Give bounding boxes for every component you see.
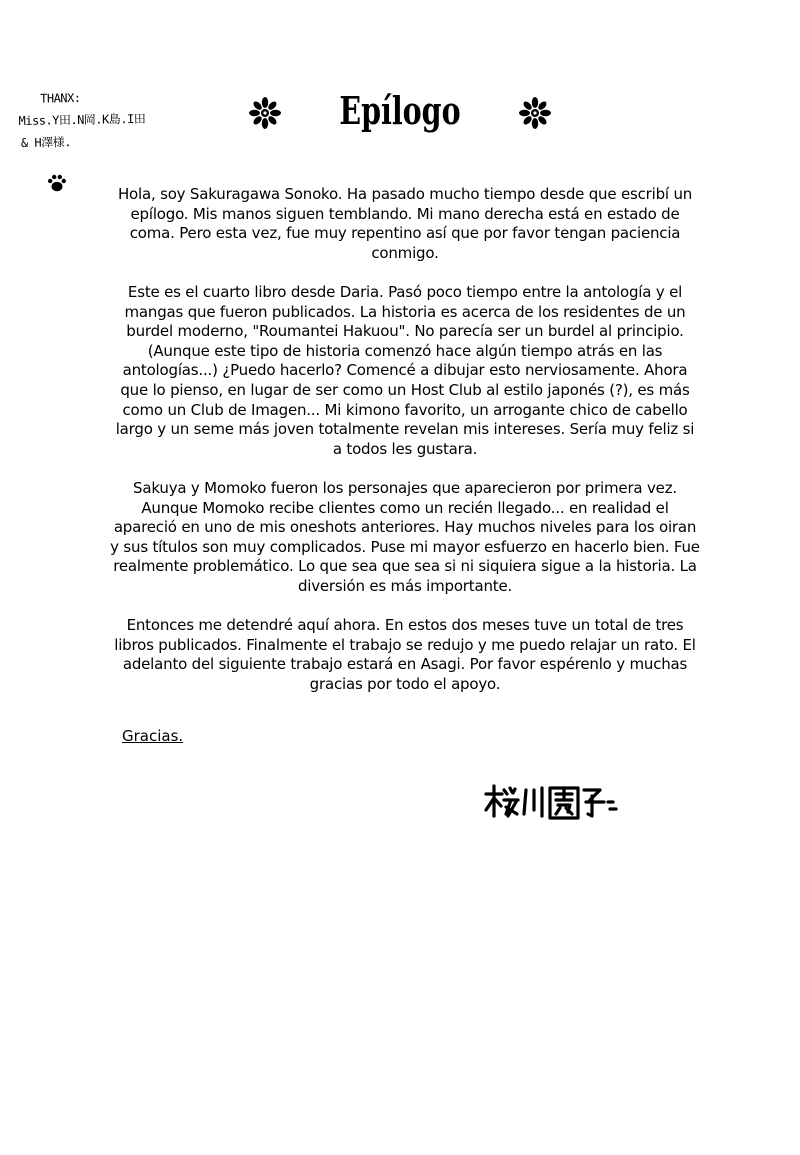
paragraph-2: Este es el cuarto libro desde Daria. Pasó poco tiempo entre la antología y el mangas que fueron publicados. La historia es acerca de los residentes de un burdel moderno, "Roumantei Hakuou". No parecía ser un burdel al principio. (Aunque este tipo de historia comenzó hace algún tiempo atrás en las antologías...) ¿Puedo hacerlo? Comencé a dibujar esto nerviosamente. Ahora que lo pienso, en lugar de ser como un Host Club al estilo japonés (?), es más como un Club de Imagen... Mi kimono favorito, un arrogante chico de cabello largo y un seme más joven totalmente revelan mis intereses. Sería muy feliz si a todos les gustara. <box>115 282 695 458</box>
page-title: Epílogo <box>339 88 461 133</box>
sign-off: Gracias. <box>122 727 184 745</box>
paragraph-4: Entonces me detendré aquí ahora. En estos dos meses tuve un total de tres libros publicados. Finalmente el trabajo se redujo y me puedo relajar un rato. El adelanto del siguiente trabajo estará en Asagi. Por favor espérenlo y muchas gracias por todo el apoyo. <box>114 616 696 693</box>
paragraph-3: Sakuya y Momoko fueron los personajes que aparecieron por primera vez. Aunque Momoko recibe clientes como un recién llegado... en realidad el apareció en uno de mis oneshots anteriores. Hay muchos niveles para los oiran y sus títulos son muy complicados. Puse mi mayor esfuerzo en hacerlo bien. Fue realmente problemático. Lo que sea que sea si ni siquiera sigue a la historia. La diversión es más importante. <box>110 478 700 595</box>
title-row <box>240 80 560 150</box>
author-signature <box>482 780 622 824</box>
thanks-note-line-3: & H澤様. <box>20 135 71 150</box>
epilogue-body <box>110 185 700 714</box>
asterisk-flower-icon <box>518 96 552 130</box>
thanks-note-line-2: Miss.Y田.N岡.K島.I田 <box>18 111 146 128</box>
asterisk-flower-icon <box>248 96 282 130</box>
paw-print-icon <box>46 172 68 194</box>
thanks-note <box>18 85 219 154</box>
thanks-note-line-1: THANX: <box>40 90 81 106</box>
paragraph-1: Hola, soy Sakuragawa Sonoko. Ha pasado mucho tiempo desde que escribí un epílogo. Mis manos siguen temblando. Mi mano derecha está en estado de coma. Pero esta vez, fue muy repentino así que por favor tengan paciencia conmigo. <box>117 185 693 262</box>
